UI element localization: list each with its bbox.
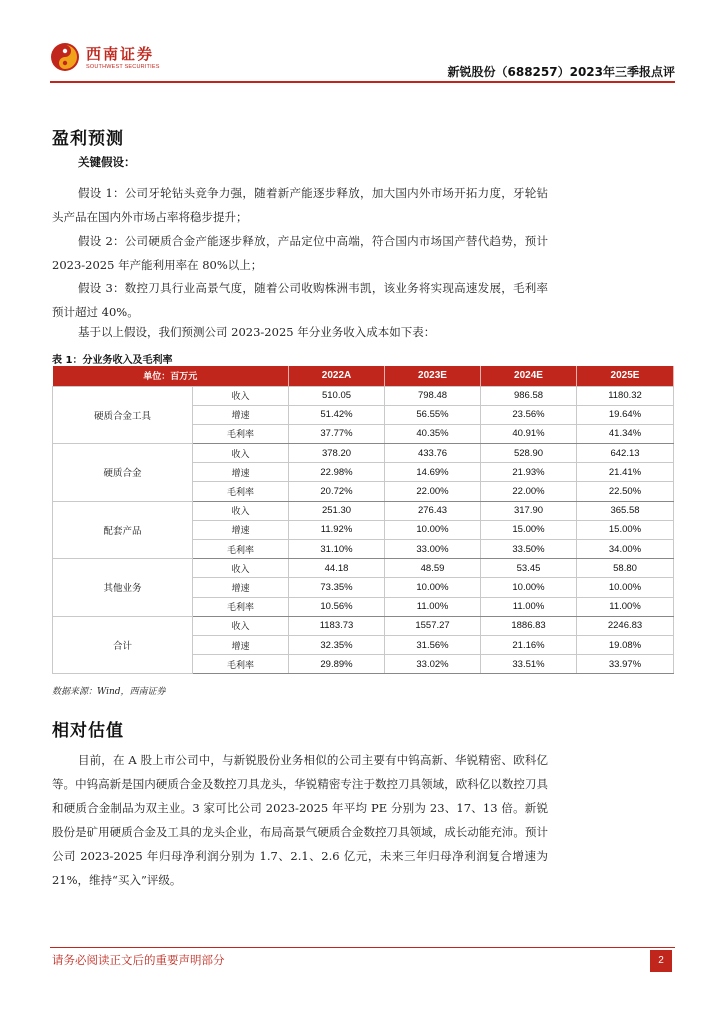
year-header: 2022A	[289, 366, 385, 386]
forecast-intro: 基于以上假设，我们预测公司 2023-2025 年分业务收入成本如下表：	[78, 325, 436, 339]
disclaimer-notice: 请务必阅读正文后的重要声明部分	[52, 953, 225, 967]
metric-label: 收入	[193, 501, 289, 520]
assumption-1: 假设 1：公司牙轮钻头竞争力强，随着新产能逐步释放，加大国内外市场开拓力度，牙轮钻头产品在国内外市场占率将稳步提升；	[52, 186, 548, 224]
table-cell: 33.51%	[481, 655, 577, 674]
table-cell: 510.05	[289, 386, 385, 405]
segment-name: 硬质合金工具	[53, 386, 193, 444]
table-row	[53, 444, 674, 463]
table-cell: 56.55%	[385, 405, 481, 424]
table-cell: 22.00%	[481, 482, 577, 501]
table-cell: 14.69%	[385, 463, 481, 482]
brand-name-cn: 西南证券	[86, 45, 155, 63]
year-header: 2025E	[577, 366, 674, 386]
table-cell: 48.59	[385, 559, 481, 578]
report-title: 新锐股份（688257）2023年三季报点评	[447, 65, 675, 79]
metric-label: 毛利率	[193, 424, 289, 443]
table-cell: 15.00%	[577, 520, 674, 539]
metric-label: 增速	[193, 520, 289, 539]
unit-header: 单位：百万元	[53, 366, 289, 386]
segment-name: 合计	[53, 616, 193, 674]
table-cell: 33.50%	[481, 540, 577, 559]
table-cell: 10.00%	[385, 578, 481, 597]
table-header-row	[53, 366, 674, 386]
table-cell: 19.08%	[577, 635, 674, 654]
table-cell: 23.56%	[481, 405, 577, 424]
table-row	[53, 616, 674, 635]
table-cell: 33.00%	[385, 540, 481, 559]
table-cell: 10.00%	[577, 578, 674, 597]
table-cell: 15.00%	[481, 520, 577, 539]
metric-label: 毛利率	[193, 540, 289, 559]
table-cell: 276.43	[385, 501, 481, 520]
table-cell: 251.30	[289, 501, 385, 520]
table-cell: 19.64%	[577, 405, 674, 424]
table-cell: 986.58	[481, 386, 577, 405]
table-cell: 11.00%	[385, 597, 481, 616]
table-cell: 21.41%	[577, 463, 674, 482]
table-cell: 20.72%	[289, 482, 385, 501]
table-row	[53, 501, 674, 520]
table-cell: 10.00%	[481, 578, 577, 597]
assumption-3: 假设 3：数控刀具行业高景气度，随着公司收购株洲韦凯，该业务将实现高速发展，毛利率预计超过 40%。	[52, 281, 548, 319]
table-row	[53, 559, 674, 578]
table-cell: 29.89%	[289, 655, 385, 674]
table-cell: 41.34%	[577, 424, 674, 443]
table-cell: 11.00%	[481, 597, 577, 616]
table-cell: 53.45	[481, 559, 577, 578]
metric-label: 收入	[193, 559, 289, 578]
metric-label: 增速	[193, 578, 289, 597]
key-assumptions-label: 关键假设：	[78, 155, 136, 169]
table-cell: 2246.83	[577, 616, 674, 635]
table-cell: 378.20	[289, 444, 385, 463]
table-cell: 22.00%	[385, 482, 481, 501]
table-row	[53, 386, 674, 405]
table-cell: 1180.32	[577, 386, 674, 405]
segment-name: 硬质合金	[53, 444, 193, 502]
table-cell: 11.00%	[577, 597, 674, 616]
metric-label: 收入	[193, 444, 289, 463]
table-cell: 37.77%	[289, 424, 385, 443]
page-header	[50, 38, 675, 82]
table-cell: 31.56%	[385, 635, 481, 654]
table-cell: 10.56%	[289, 597, 385, 616]
table-cell: 33.97%	[577, 655, 674, 674]
header-divider	[50, 81, 675, 83]
table-cell: 1886.83	[481, 616, 577, 635]
table-cell: 58.80	[577, 559, 674, 578]
forecast-section-title: 盈利预测	[52, 129, 124, 149]
table-cell: 51.42%	[289, 405, 385, 424]
metric-label: 毛利率	[193, 655, 289, 674]
year-header: 2024E	[481, 366, 577, 386]
logo-emblem-icon	[50, 42, 80, 72]
segment-name: 配套产品	[53, 501, 193, 559]
table-cell: 22.50%	[577, 482, 674, 501]
table-cell: 21.16%	[481, 635, 577, 654]
metric-label: 增速	[193, 463, 289, 482]
table-cell: 40.35%	[385, 424, 481, 443]
table-cell: 73.35%	[289, 578, 385, 597]
table-cell: 31.10%	[289, 540, 385, 559]
brand-logo	[50, 42, 250, 78]
metric-label: 毛利率	[193, 482, 289, 501]
brand-name-en: SOUTHWEST SECURITIES	[86, 64, 160, 70]
metric-label: 毛利率	[193, 597, 289, 616]
table-cell: 1557.27	[385, 616, 481, 635]
table-cell: 642.13	[577, 444, 674, 463]
metric-label: 收入	[193, 386, 289, 405]
table-cell: 1183.73	[289, 616, 385, 635]
table-cell: 21.93%	[481, 463, 577, 482]
table-cell: 34.00%	[577, 540, 674, 559]
table-cell: 365.58	[577, 501, 674, 520]
metric-label: 增速	[193, 405, 289, 424]
table-cell: 33.02%	[385, 655, 481, 674]
table-cell: 433.76	[385, 444, 481, 463]
table-cell: 44.18	[289, 559, 385, 578]
valuation-section-title: 相对估值	[52, 721, 124, 741]
table-cell: 22.98%	[289, 463, 385, 482]
table-cell: 528.90	[481, 444, 577, 463]
metric-label: 增速	[193, 635, 289, 654]
revenue-margin-table	[52, 366, 674, 674]
metric-label: 收入	[193, 616, 289, 635]
table-cell: 317.90	[481, 501, 577, 520]
year-header: 2023E	[385, 366, 481, 386]
table-source: 数据来源：Wind，西南证券	[52, 687, 166, 697]
footer-divider	[50, 947, 675, 948]
assumption-2: 假设 2：公司硬质合金产能逐步释放，产品定位中高端，符合国内市场国产替代趋势，预计 2023-2025 年产能利用率在 80%以上；	[52, 234, 548, 272]
table-cell: 798.48	[385, 386, 481, 405]
table-cell: 10.00%	[385, 520, 481, 539]
table-cell: 11.92%	[289, 520, 385, 539]
table-cell: 32.35%	[289, 635, 385, 654]
table-caption: 表 1：分业务收入及毛利率	[52, 355, 173, 366]
valuation-paragraph: 目前，在 A 股上市公司中，与新锐股份业务相似的公司主要有中钨高新、华锐精密、欧科亿等。中钨高新是国内硬质合金及数控刀具龙头，华锐精密专注于数控刀具领域，欧科亿以数控刀具和硬质合金制品为双主业。3 家可比公司 2023-2025 年平均 PE 分别为 23、17、13 倍。新锐股份是矿用硬质合金及工具的龙头企业，布局高景气硬质合金数控刀具领域，成长动能充沛。预计公司 2023-2025 年归母净利润分别为 1.7、2.1、2.6 亿元，未来三年归母净利润复合增速为 21%，维持“买入”评级。	[52, 753, 548, 887]
table-cell: 40.91%	[481, 424, 577, 443]
segment-name: 其他业务	[53, 559, 193, 617]
page-number: 2	[650, 950, 672, 972]
